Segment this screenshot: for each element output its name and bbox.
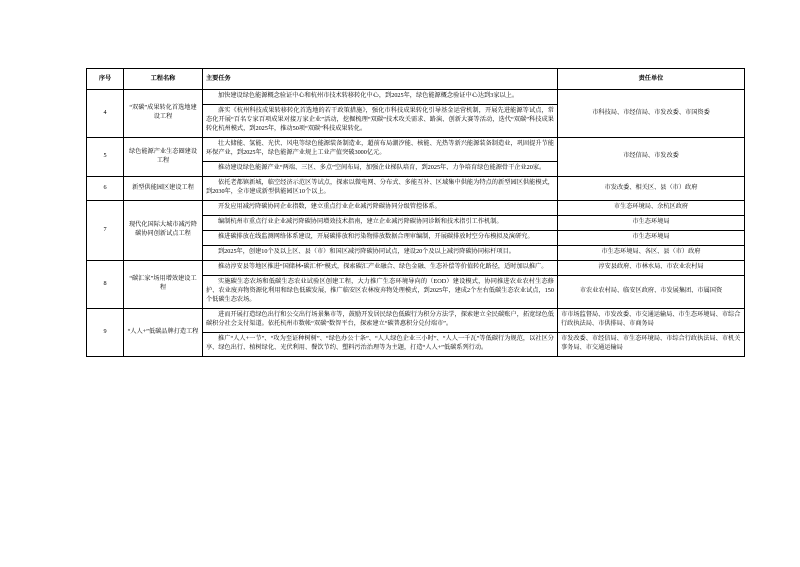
project-name	[124, 90, 203, 138]
unit-text: 市市场监督局、市发改委、市交通运输局、市生态环境局、市综合行政执法局、市供排局、市商务局	[561, 311, 741, 328]
task-cell	[203, 104, 558, 137]
row-number: 8	[87, 260, 124, 308]
header-cell-name: 工程名称	[124, 69, 203, 90]
responsible-unit	[558, 275, 745, 308]
task-text: 依托老都镇新城，临空经济示范区等试点，探索以微电网、分布式、多能互补、区域集中供能为特点的新型园区供能模式，到2030年，全市建成新型供能园区10个以上。	[206, 178, 554, 195]
row-number: 9	[87, 308, 124, 356]
task-text: 进而开展打造绿色出行和公交出行场景集市等，鼓励开发居民绿色低碳行为积分方法学，探索建立全民碳账户，拓宽绿色低碳积分社会支付渠道。依托杭州市数帐“双碳”数智平台，探索建立“碳普惠积分兑付端市”。	[206, 310, 554, 327]
task-text: 落实《杭州科技成果转移转化首选地的若干政策措施》，强化市科技成果转化引导基金运营机制，开展先进能源等试点，常态化开展“百名专家百项成果对接万家企业”活动，挖掘梳理“双碳”技术攻关需求、路演、创新大赛等活动，迭代“双碳”科技成果转化杭州模式，到2025年，推动50项“双碳”科技成果转化。	[206, 106, 554, 132]
main-table	[86, 68, 745, 357]
task-cell	[203, 176, 558, 200]
unit-text: 市发改委、市经信局、市生态环境局、市综合行政执法局、市机关事务局、市交通运输局	[561, 335, 741, 352]
task-text: 推进碳排放在线监测网络体系建设，开展碳排放和污染物排放数据合理审编制，开展碳排放时空分布模拟及演研究。	[218, 232, 534, 240]
task-cell	[203, 137, 558, 161]
task-text: 到2025年，创建10个及以上区、县（市）和国区减污降碳协同试点，建设20个及以上减污降碳协同标杆项目。	[218, 247, 515, 255]
task-cell	[203, 90, 558, 105]
table-header	[87, 69, 745, 90]
task-text: 推动淳安县等地区推进“国储林•碳汇杯”模式，探索碳汇产业融合、绿色金融、生态补偿等价值转化路径，适时加以推广。	[218, 262, 548, 270]
project-name	[124, 176, 203, 200]
responsible-unit	[558, 308, 745, 332]
task-text: 推动建设绿色能源产业“两端、三区、多点”空间布局，加强企业梯队培育，到2025年、力争培育绿色能源骨干企业20家。	[218, 163, 546, 171]
row-number: 6	[87, 176, 124, 200]
project-name	[124, 137, 203, 176]
task-cell	[203, 161, 558, 176]
task-cell	[203, 260, 558, 275]
header-cell-unit: 责任单位	[558, 69, 745, 90]
task-text: 编制杭州市重点行业企业减污降碳协同增效技术指南，建立企业减污降碳协同诊断和技术指引工作机制。	[218, 217, 503, 225]
responsible-unit	[558, 137, 745, 176]
unit-text: 市生态环境局、余杭区政府	[613, 203, 689, 211]
row-number: 5	[87, 137, 124, 176]
responsible-unit	[558, 245, 745, 260]
task-text: 开发应用减污降碳协同企业指数，建立重点行业企业减污降碳协同分级管控体系。	[218, 202, 441, 210]
task-text: 壮大储能、氢能、光伏、风电等绿色能源装备制造业，超前布局潮汐能、核能、光热等新兴能源装备制造业，巩固提升节能环保产业，到2025年，绿色能源产业规上工业产值突破3000亿元。	[206, 139, 554, 156]
table-row	[87, 137, 745, 161]
responsible-unit	[558, 332, 745, 356]
project-name-text: “碳汇家”场用增效建设工程	[129, 275, 197, 292]
row-number: 7	[87, 200, 124, 260]
task-text: 加快建设绿色能源概念验证中心和杭州市技术转移转化中心，到2025年，绿色能源概念验证中心达到3家以上。	[218, 92, 519, 99]
table-container	[86, 68, 741, 357]
row-number: 4	[87, 90, 124, 138]
unit-text: 市发改委、相关区、县（市）政府	[604, 183, 698, 191]
unit-text: 市农业农村局、临安区政府、市发展集团、市属国资	[579, 287, 723, 295]
responsible-unit	[558, 200, 745, 215]
responsible-unit	[558, 90, 745, 138]
project-name	[124, 260, 203, 308]
task-cell	[203, 245, 558, 260]
project-name	[124, 200, 203, 260]
task-cell	[203, 275, 558, 308]
header-cell-num: 序号	[87, 69, 124, 90]
task-cell	[203, 200, 558, 215]
unit-text: 市科技局、市经信局、市发改委、市国资委	[592, 108, 710, 116]
header-cell-task: 主要任务	[203, 69, 558, 90]
table-header-row	[87, 69, 745, 90]
unit-text: 市生态环境局、各区、县（市）政府	[601, 248, 701, 256]
unit-text: 市生态环境局	[632, 233, 670, 241]
responsible-unit	[558, 260, 745, 275]
table-row	[87, 260, 745, 275]
unit-text: 市经信局、市发改委	[623, 152, 679, 160]
task-cell	[203, 308, 558, 332]
responsible-unit	[558, 215, 745, 230]
project-name-text: “双碳”成果转化首选地建设工程	[129, 104, 197, 121]
table-row	[87, 90, 745, 105]
project-name-text: 新型供能园区建设工程	[132, 183, 194, 191]
table-row	[87, 176, 745, 200]
project-name-text: 绿色能源产业生态圈建设工程	[128, 147, 198, 164]
task-text: 实施碳生态农场和低碳生态农业试验区创建工程，大力推广生态环境导向的（EOD）建设模式，协同推进农业农村生态修护、农业废弃物资源化利用和绿色低碳发展，推广临安区农林废弃物处理模式，到2025年，建成2个左右低碳生态农业试点，150个低碳生态农场。	[206, 277, 554, 303]
table-body	[87, 90, 745, 357]
project-name-text: 现代化国际大城市减污降碳协同创新试点工程	[128, 221, 198, 238]
task-cell	[203, 230, 558, 245]
unit-text: 淳安县政府、市林水局、市农业农村局	[598, 263, 704, 271]
responsible-unit	[558, 230, 745, 245]
project-name	[124, 308, 203, 356]
responsible-unit	[558, 176, 745, 200]
task-cell	[203, 332, 558, 356]
project-name-text: “人人+”低碳品牌打造工程	[127, 327, 199, 335]
table-row	[87, 308, 745, 332]
unit-text: 市生态环境局	[632, 218, 670, 226]
task-text: 推广“人人+一节”、“攻为至证种树树”、“绿色办公十条”、“人人绿色企业三小时”、“人人一千瓦”等低碳行为规范，以社区分享、绿色出行、植树绿化、光伏利用、餐饮节约、塑料污治治理等为主题，打造“人人+”低碳系列行动。	[206, 334, 554, 351]
task-cell	[203, 215, 558, 230]
table-row	[87, 200, 745, 215]
